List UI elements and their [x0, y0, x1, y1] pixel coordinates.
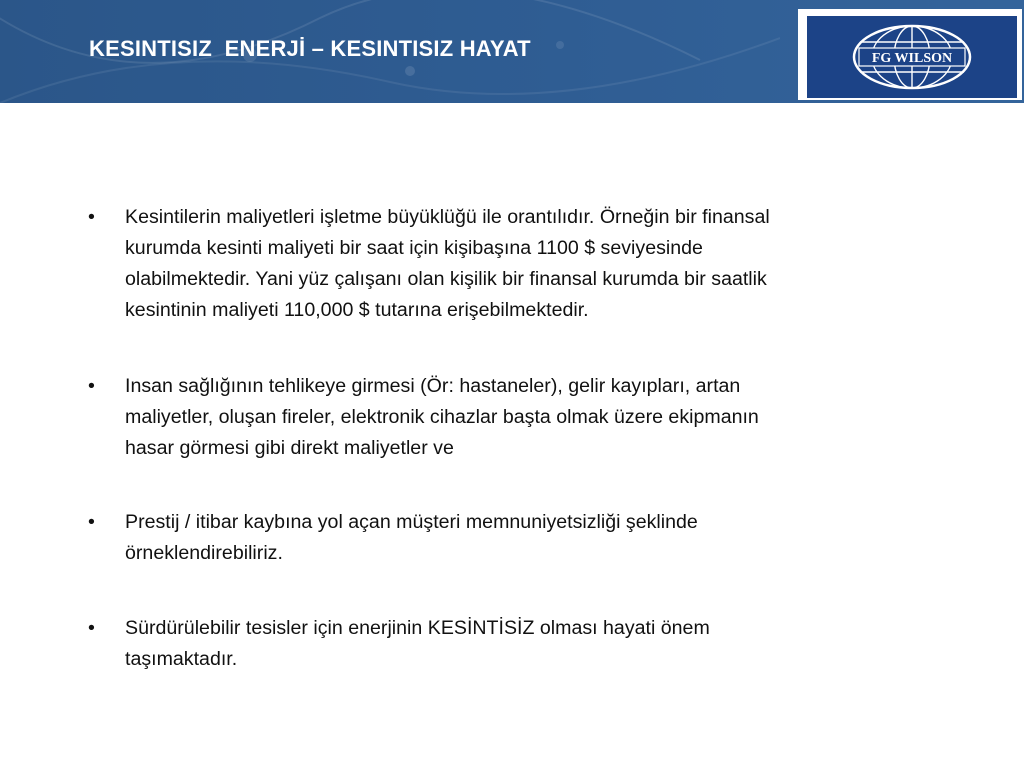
bullet-marker: •	[88, 375, 95, 397]
fg-wilson-logo	[807, 16, 1017, 98]
bullet-item	[88, 202, 988, 326]
bullet-marker: •	[88, 511, 95, 533]
bullet-text: Kesintilerin maliyetleri işletme büyüklüğü ile orantılıdır. Örneğin bir finansal kurumda kesinti maliyeti bir saat için kişibaşına 1100 $ seviyesinde olabilmektedir. Yani yüz çalışanı olan kişilik bir finansal kurumda bir saatlik kesintinin maliyeti 110,000 $ tutarına erişebilmektedir.	[125, 206, 770, 321]
bullet-text: Prestij / itibar kaybına yol açan müşteri memnuniyetsizliği şeklinde örneklendirebiliriz.	[125, 511, 698, 564]
bullet-list	[88, 202, 988, 675]
bullet-item	[88, 371, 988, 464]
bullet-marker: •	[88, 617, 95, 639]
page-title: KESINTISIZ ENERJİ – KESINTISIZ HAYAT	[89, 36, 531, 61]
bullet-text: Sürdürülebilir tesisler için enerjinin KESİNTİSİZ olması hayati önem taşımaktadır.	[125, 617, 710, 670]
logo-text: FG WILSON	[871, 51, 953, 66]
bullet-item	[88, 613, 988, 675]
bullet-item	[88, 507, 988, 569]
bullet-text: Insan sağlığının tehlikeye girmesi (Ör: hastaneler), gelir kayıpları, artan maliyetler, oluşan fireler, elektronik cihazlar başta olmak üzere ekipmanın hasar görmesi gibi direkt maliyetler ve	[125, 375, 759, 459]
bullet-marker: •	[88, 206, 95, 228]
